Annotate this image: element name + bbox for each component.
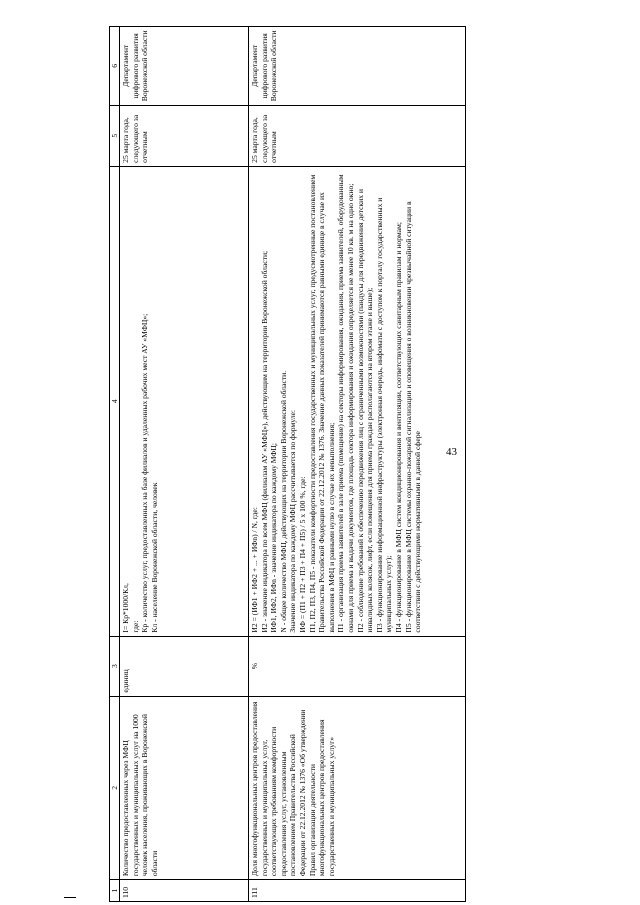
row-number: 111 <box>249 880 466 902</box>
page-edge-mark <box>64 897 76 898</box>
responsible: Департамент цифрового развития Воронежской области <box>120 27 249 106</box>
header-col-3: 3 <box>110 636 120 696</box>
method-line: Значение индикатора по каждому МФЦ рассчитывается по формуле: <box>288 410 298 633</box>
method-line: Кр - количество услуг, предоставленных на базе филиалов и удаленных рабочих мест АУ «МФЦ»; <box>140 313 150 633</box>
method-line: П1 - организация приема заявителей в зале приема (помещение) на секторы информирования, ожидания, приема заявителей, оборудованным окнами для приема и выдачи документов, где площадь сектора информирования и ожидания определяется не менее 10 кв. м на одно окно; <box>336 174 355 633</box>
method-line: N - общее количество МФЦ, действующих на территории Воронежской области. <box>278 370 288 633</box>
method-line: где: <box>130 620 140 633</box>
responsible: Департамент цифрового развития Воронежской области <box>249 27 466 106</box>
table-row <box>120 27 249 902</box>
indicator-table <box>109 26 466 902</box>
calculation-method <box>249 166 466 636</box>
method-line: ИФ = (П1 + П2 + П3 + П4 + П5) / 5 х 100 %, где: <box>297 476 307 633</box>
unit: % <box>249 636 466 696</box>
method-line: П3 - функционирование информационной инфраструктуры (электронная очередь, инфоматы с доступом к порталу государственных и муниципальных услуг); <box>374 197 394 633</box>
method-line: П4 - функционирование в МФЦ систем кондиционирования и вентиляции, соответствующих санитарным правилам и нормам; <box>393 222 403 633</box>
indicator-name: Количество предоставленных через МФЦ государственных и муниципальных услуг на 1000 человек населения, проживающих в Воронежской области <box>120 696 249 880</box>
method-line: ИФ1, ИФ2, ИФn - значение индикатора по каждому МФЦ; <box>269 442 279 633</box>
method-line: I= Кр*1000/Кл, <box>121 583 130 633</box>
rotated-table-container <box>109 26 466 902</box>
calculation-method <box>120 166 249 636</box>
method-line: П5 - функционирование в МФЦ системы охранно-пожарной сигнализации и оповещения о возникновении чрезвычайной ситуации в соответствии с действующими нормативными в данной сфере <box>403 201 423 633</box>
method-line: П2 - соблюдение требований к обеспечению передвижения лиц с ограниченными возможностями (пандусы для передвижения детских и инвалидных колясок, лифт, если помещения для приема граждан располагаются на втором этаже и выше); <box>355 189 375 633</box>
deadline: 25 марта года, следующего за отчетным <box>120 105 249 166</box>
method-line: И2 - значение индикатора по всем МФЦ (филиалам АУ «МФЦ»), действующим на территории Воронежской области; <box>259 250 269 633</box>
page-number: 43 <box>446 446 457 458</box>
header-col-4: 4 <box>110 166 120 636</box>
deadline: 25 марта года, следующего за отчетным <box>249 105 466 166</box>
header-col-1: 1 <box>110 880 120 902</box>
method-line: П1, П2, П3, П4, П5 - показатели комфортности предоставления государственных и муниципальных услуг, предусмотренные постановлением Правительства Российской Федерации от 22.12.2012 № 1376. Значение данных показателей принимаются равными единице в случае их выполнения в МФЦ и равными нулю в случае их невыполнения; <box>307 174 336 633</box>
table-header-row <box>110 27 120 902</box>
header-col-6: 6 <box>110 27 120 106</box>
unit: единиц <box>120 636 249 696</box>
header-col-5: 5 <box>110 105 120 166</box>
method-line: Кл - население Воронежской области, человек <box>149 482 159 633</box>
header-col-2: 2 <box>110 696 120 880</box>
row-number: 110 <box>120 880 249 902</box>
indicator-name: Доля многофункциональных центров предоставления государственных и муниципальных услуг, соответствующих требованиям комфортности предоставления услуг, установленным постановлением Правительства Российской Федерации от 22.12.2012 № 1376 «Об утверждении Правил организации деятельности многофункциональных центров предоставления государственных и муниципальных услуг» <box>249 696 466 880</box>
method-line: И2 = (ИФ1 + ИФ2 + ... + ИФn) / N, где: <box>250 507 259 633</box>
table-row <box>249 27 466 902</box>
